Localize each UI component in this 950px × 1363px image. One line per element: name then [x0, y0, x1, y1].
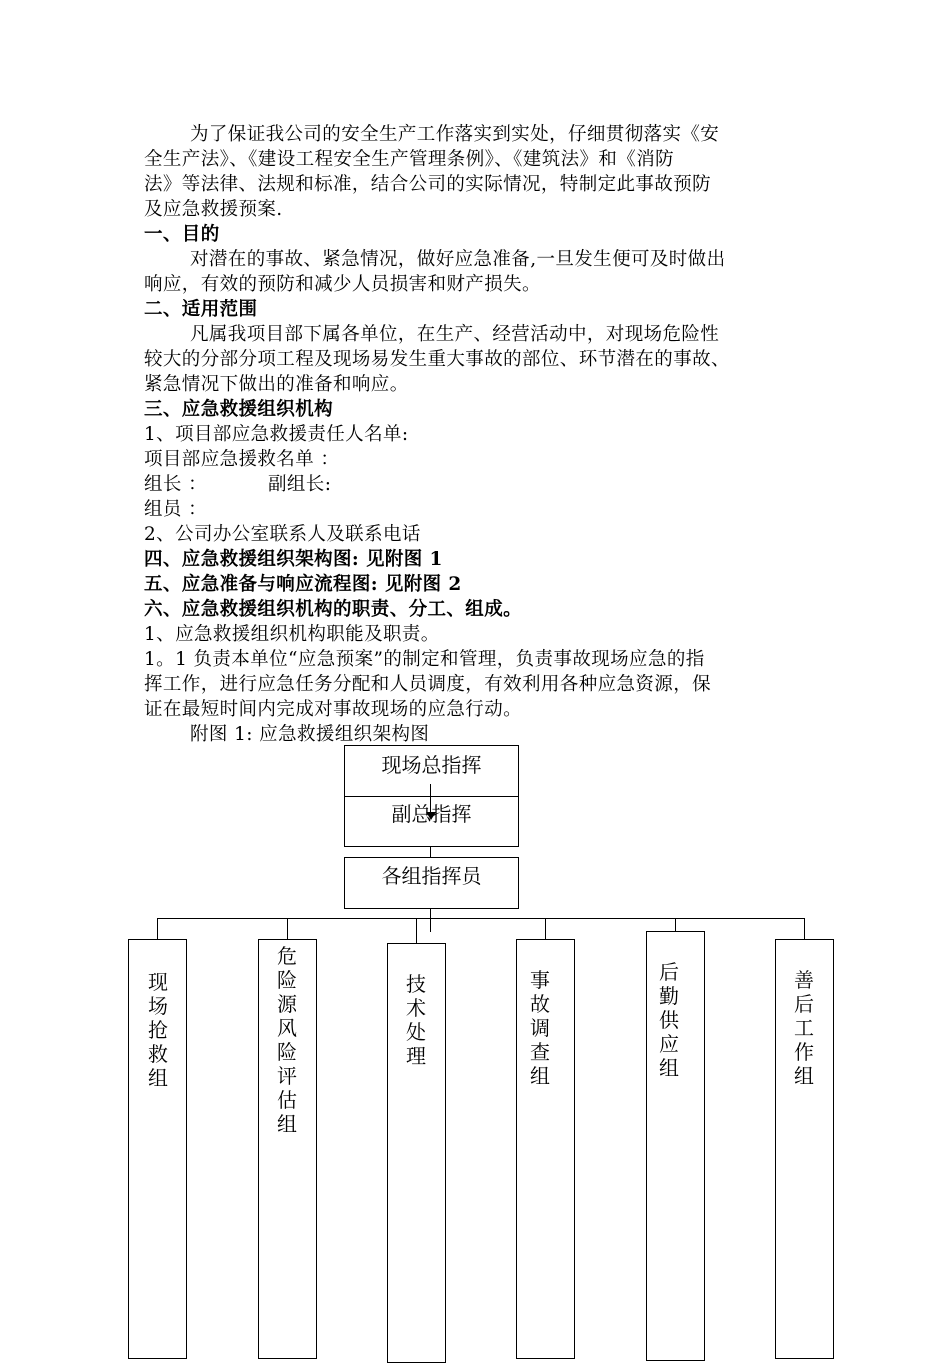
section-heading-purpose: 一、目的 [144, 224, 220, 245]
chart-group-label: 事故调查组 [530, 968, 550, 1088]
section-heading-duties: 六、应急救援组织机构的职责、分工、组成。 [144, 599, 523, 620]
chart-branch-drop [545, 918, 546, 940]
scope-paragraph-line: 紧急情况下做出的准备和响应。 [144, 374, 409, 395]
chart-branch-drop [675, 918, 676, 932]
intro-paragraph-line: 为了保证我公司的安全生产工作落实到实处，仔细贯彻落实《安 [190, 124, 720, 145]
intro-paragraph-line: 及应急救援预案. [144, 199, 283, 220]
section-heading-chart: 四、应急救援组织架构图: 见附图 1 [144, 549, 443, 570]
intro-paragraph-line: 法》等法律、法规和标准，结合公司的实际情况，特制定此事故预防 [144, 174, 712, 195]
group-leader-label: 组长 ： [144, 474, 207, 495]
chart-box-group-leaders-label: 各组指挥员 [381, 864, 482, 888]
chart-branch-drop [416, 918, 417, 944]
chart-group-label: 善后工作组 [794, 968, 814, 1088]
chart-box-group-leaders [344, 857, 519, 909]
chart-group-box [516, 939, 575, 1359]
figure-caption: 附图 1: 应急救援组织架构图 [190, 724, 430, 745]
chart-group-label: 技术处理 [406, 972, 426, 1068]
duties-paragraph-line: 挥工作，进行应急任务分配和人员调度，有效利用各种应急资源，保 [144, 674, 712, 695]
chart-group-label: 现场抢救组 [148, 970, 168, 1090]
chart-box-commander-label: 现场总指挥 [381, 753, 482, 777]
section-heading-scope: 二、适用范围 [144, 299, 258, 320]
chart-branch-drop [287, 918, 288, 940]
section-heading-organization: 三、应急救援组织机构 [144, 399, 334, 420]
duties-paragraph-line: 证在最短时间内完成对事故现场的应急行动。 [144, 699, 523, 720]
purpose-paragraph-line: 对潜在的事故、紧急情况，做好应急准备,一旦发生便可及时做出 [190, 249, 726, 270]
org-list-item: 2、公司办公室联系人及联系电话 [144, 524, 421, 545]
section-heading-flow: 五、应急准备与响应流程图: 见附图 2 [144, 574, 462, 595]
chart-group-label: 后勤供应组 [659, 960, 679, 1080]
org-list-item: 1、项目部应急救援责任人名单: [144, 424, 409, 445]
chart-branch-drop [804, 918, 805, 940]
intro-paragraph-line: 全生产法》、《建设工程安全生产管理条例》、《建筑法》和《消防 [144, 149, 675, 170]
scope-paragraph-line: 较大的分部分项工程及现场易发生重大事故的部位、环节潜在的事故、 [144, 349, 730, 370]
chart-group-box [128, 939, 187, 1359]
scope-paragraph-line: 凡属我项目部下属各单位，在生产、经营活动中，对现场危险性 [190, 324, 720, 345]
chart-group-box [775, 939, 834, 1359]
purpose-paragraph-line: 响应，有效的预防和减少人员损害和财产损失。 [144, 274, 541, 295]
duties-list-item: 1、应急救援组织机构职能及职责。 [144, 624, 440, 645]
chart-box-deputy [344, 796, 519, 847]
chart-branch-drop [157, 918, 158, 940]
chart-box-deputy-label: 副总指挥 [391, 802, 472, 826]
deputy-leader-label: 副组长: [268, 474, 332, 495]
chart-connector [430, 908, 431, 932]
group-member-label: 组员 ： [144, 499, 207, 520]
chart-group-box [646, 931, 705, 1361]
chart-group-box [387, 943, 446, 1363]
chart-branch-line [157, 918, 805, 919]
arrowhead-icon [426, 812, 436, 820]
chart-group-box [258, 939, 317, 1359]
chart-box-commander [344, 745, 519, 798]
org-list-item: 项目部应急援救名单 ： [144, 449, 340, 470]
duties-paragraph-line: 1。1 负责本单位“应急预案”的制定和管理，负责事故现场应急的指 [144, 649, 705, 670]
chart-group-label: 危险源风险评估组 [277, 944, 297, 1136]
